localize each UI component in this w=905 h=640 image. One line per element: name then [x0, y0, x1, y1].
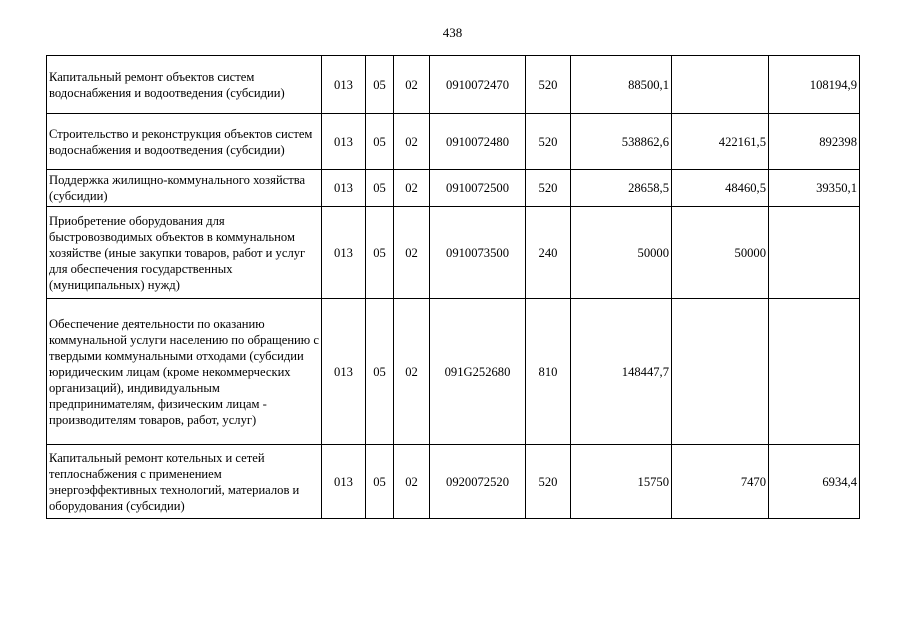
subsection-code: 02 [394, 299, 430, 445]
section-code: 05 [366, 445, 394, 519]
subsection-code: 02 [394, 114, 430, 170]
amount-year-2 [672, 56, 769, 114]
ministry-code: 013 [322, 207, 366, 299]
section-code: 05 [366, 207, 394, 299]
row-name: Приобретение оборудования для быстровозводимых объектов в коммунальном хозяйстве (иные закупки товаров, работ и услуг для обеспечения государственных (муниципальных) нужд) [47, 207, 322, 299]
row-name: Строительство и реконструкция объектов систем водоснабжения и водоотведения (субсидии) [47, 114, 322, 170]
section-code: 05 [366, 170, 394, 207]
amount-year-1: 15750 [571, 445, 672, 519]
amount-year-1: 148447,7 [571, 299, 672, 445]
amount-year-3: 6934,4 [769, 445, 860, 519]
amount-year-3: 39350,1 [769, 170, 860, 207]
budget-table [46, 55, 860, 519]
amount-year-2: 48460,5 [672, 170, 769, 207]
table-row [47, 114, 860, 170]
amount-year-3 [769, 299, 860, 445]
target-article-code: 0910072500 [430, 170, 526, 207]
amount-year-1: 50000 [571, 207, 672, 299]
expense-type-code: 520 [526, 170, 571, 207]
table-row [47, 170, 860, 207]
subsection-code: 02 [394, 56, 430, 114]
row-name: Капитальный ремонт котельных и сетей теплоснабжения с применением энергоэффективных технологий, материалов и оборудования (субсидии) [47, 445, 322, 519]
amount-year-3: 108194,9 [769, 56, 860, 114]
amount-year-3: 892398 [769, 114, 860, 170]
ministry-code: 013 [322, 170, 366, 207]
target-article-code: 0910072480 [430, 114, 526, 170]
table-row [47, 299, 860, 445]
amount-year-2: 50000 [672, 207, 769, 299]
target-article-code: 091G252680 [430, 299, 526, 445]
target-article-code: 0920072520 [430, 445, 526, 519]
expense-type-code: 520 [526, 445, 571, 519]
amount-year-3 [769, 207, 860, 299]
table-row [47, 207, 860, 299]
amount-year-2: 7470 [672, 445, 769, 519]
expense-type-code: 520 [526, 114, 571, 170]
ministry-code: 013 [322, 299, 366, 445]
amount-year-1: 88500,1 [571, 56, 672, 114]
expense-type-code: 810 [526, 299, 571, 445]
amount-year-2 [672, 299, 769, 445]
section-code: 05 [366, 114, 394, 170]
subsection-code: 02 [394, 170, 430, 207]
target-article-code: 0910072470 [430, 56, 526, 114]
table-row [47, 445, 860, 519]
expense-type-code: 240 [526, 207, 571, 299]
amount-year-1: 28658,5 [571, 170, 672, 207]
amount-year-2: 422161,5 [672, 114, 769, 170]
ministry-code: 013 [322, 56, 366, 114]
subsection-code: 02 [394, 207, 430, 299]
section-code: 05 [366, 56, 394, 114]
ministry-code: 013 [322, 114, 366, 170]
amount-year-1: 538862,6 [571, 114, 672, 170]
row-name: Капитальный ремонт объектов систем водоснабжения и водоотведения (субсидии) [47, 56, 322, 114]
page-number: 438 [442, 25, 463, 40]
section-code: 05 [366, 299, 394, 445]
expense-type-code: 520 [526, 56, 571, 114]
subsection-code: 02 [394, 445, 430, 519]
target-article-code: 0910073500 [430, 207, 526, 299]
row-name: Поддержка жилищно-коммунального хозяйства (субсидии) [47, 170, 322, 207]
ministry-code: 013 [322, 445, 366, 519]
table-row [47, 56, 860, 114]
row-name: Обеспечение деятельности по оказанию коммунальной услуги населению по обращению с твердыми коммунальными отходами (субсидии юридическим лицам (кроме некоммерческих организаций), индивидуальным предпринимателям, физическим лицам - производителям товаров, работ, услуг) [47, 299, 322, 445]
